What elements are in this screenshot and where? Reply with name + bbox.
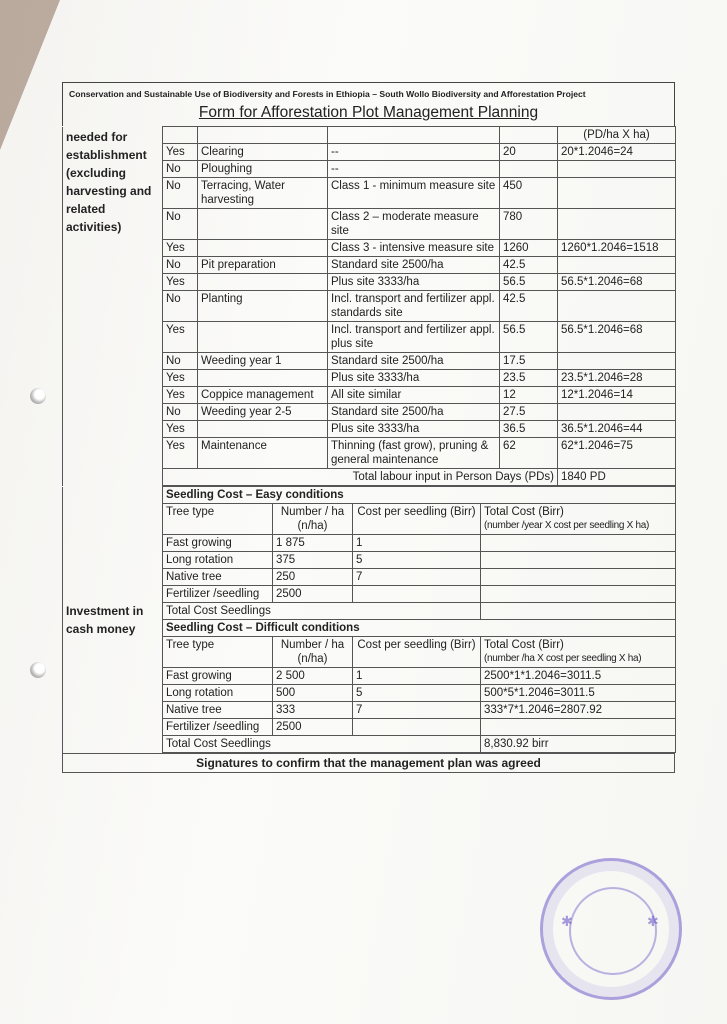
activity-name: Coppice management: [201, 389, 314, 401]
site-class: Thinning (fast grow), pruning & general maintenance: [331, 440, 489, 466]
tree-type: Fertilizer /seedling: [166, 721, 260, 733]
person-days-value: 780: [503, 211, 523, 223]
project-title: Conservation and Sustainable Use of Biodiversity and Forests in Ethiopia – South Wollo Biodiversity and Afforestation Project: [62, 82, 675, 102]
tree-type: Native tree: [166, 704, 222, 716]
col-total: Total Cost (Birr): [484, 506, 564, 518]
section-label-line: (excluding: [66, 165, 127, 180]
site-class: Class 2 – moderate measure site: [331, 211, 479, 237]
total-cost-value: 8,830.92 birr: [484, 738, 549, 750]
activity-name: Planting: [201, 293, 243, 305]
yes-no-value: Yes: [166, 372, 185, 384]
formula-value: 20*1.2046=24: [561, 146, 633, 158]
yes-no-value: Yes: [166, 242, 185, 254]
section-label-line: harvesting and: [66, 183, 152, 198]
seedling-cost-title: Seedling Cost – Easy conditions: [166, 489, 344, 501]
person-days-value: 42.5: [503, 293, 526, 305]
cost-per-seedling: 5: [356, 554, 363, 566]
yes-no-value: Yes: [166, 440, 185, 452]
site-class: Incl. transport and fertilizer appl. standards site: [331, 293, 495, 319]
site-class: Plus site 3333/ha: [331, 276, 420, 288]
tree-type: Native tree: [166, 571, 222, 583]
site-class: --: [331, 163, 339, 175]
official-stamp: [540, 858, 682, 1000]
person-days-value: 27.5: [503, 406, 526, 418]
number-per-ha: 2500: [276, 588, 302, 600]
site-class: All site similar: [331, 389, 402, 401]
activity-name: Weeding year 2-5: [201, 406, 292, 418]
site-class: Plus site 3333/ha: [331, 423, 420, 435]
col-total-note: (number /ha X cost per seedling X ha): [484, 653, 642, 664]
col-tree-type: Tree type: [166, 506, 215, 518]
person-days-value: 450: [503, 180, 523, 192]
total-cost: 500*5*1.2046=3011.5: [484, 687, 595, 699]
section-label-line: cash money: [66, 621, 136, 636]
signature-table: [62, 753, 675, 773]
tree-type: Long rotation: [166, 687, 234, 699]
cost-per-seedling: 7: [356, 571, 363, 583]
number-per-ha: 1 875: [276, 537, 305, 549]
formula-value: 62*1.2046=75: [561, 440, 633, 452]
tree-type: Long rotation: [166, 554, 234, 566]
section-label-line: related: [66, 201, 106, 216]
star-icon: ✱: [647, 913, 659, 929]
yes-no-value: Yes: [166, 146, 185, 158]
site-class: Standard site 2500/ha: [331, 355, 444, 367]
yes-no-value: No: [166, 180, 181, 192]
site-class: Standard site 2500/ha: [331, 406, 444, 418]
formula-value: 23.5*1.2046=28: [561, 372, 643, 384]
person-days-value: 23.5: [503, 372, 526, 384]
investment-section-label: [63, 487, 163, 753]
total-labour-value: 1840 PD: [561, 471, 606, 483]
section-label-line: needed for: [66, 129, 128, 144]
formula-value: 56.5*1.2046=68: [561, 324, 643, 336]
site-class: Class 3 - intensive measure site: [331, 242, 494, 254]
site-class: Plus site 3333/ha: [331, 372, 420, 384]
seedling-cost-title: Seedling Cost – Difficult conditions: [166, 622, 360, 634]
yes-no-value: No: [166, 259, 181, 271]
person-days-value: 36.5: [503, 423, 526, 435]
total-cost-label: Total Cost Seedlings: [166, 738, 271, 750]
col-tree-type: Tree type: [166, 639, 215, 651]
labour-section-label: [63, 127, 163, 486]
person-days-value: 1260: [503, 242, 529, 254]
total-cost: 333*7*1.2046=2807.92: [484, 704, 602, 716]
section-label-line: activities): [66, 219, 122, 234]
person-days-value: 17.5: [503, 355, 526, 367]
cost-per-seedling: 7: [356, 704, 363, 716]
total-cost-label: Total Cost Seedlings: [166, 605, 271, 617]
cost-per-seedling: 5: [356, 687, 363, 699]
tree-type: Fast growing: [166, 537, 232, 549]
investment-table: [62, 486, 676, 753]
yes-no-value: Yes: [166, 389, 185, 401]
folded-corner-shadow: [0, 0, 60, 150]
cost-per-seedling: 1: [356, 537, 363, 549]
number-per-ha: 2 500: [276, 670, 305, 682]
tree-type: Fast growing: [166, 670, 232, 682]
formula-value: 56.5*1.2046=68: [561, 276, 643, 288]
number-per-ha: 333: [276, 704, 296, 716]
yes-no-value: No: [166, 293, 181, 305]
col-cost: Cost per seedling (Birr): [357, 506, 476, 518]
yes-no-value: No: [166, 211, 181, 223]
col-total: Total Cost (Birr): [484, 639, 564, 651]
site-class: --: [331, 146, 339, 158]
yes-no-value: Yes: [166, 276, 185, 288]
activity-name: Maintenance: [201, 440, 267, 452]
site-class: Incl. transport and fertilizer appl. plus site: [331, 324, 495, 350]
section-label-line: establishment: [66, 147, 147, 162]
person-days-value: 20: [503, 146, 516, 158]
cost-per-seedling: 1: [356, 670, 363, 682]
table-section-title: [63, 487, 676, 504]
tree-type: Fertilizer /seedling: [166, 588, 260, 600]
col-cost: Cost per seedling (Birr): [357, 639, 476, 651]
form-title: Form for Afforestation Plot Management Planning: [62, 102, 675, 126]
person-days-value: 62: [503, 440, 516, 452]
activity-name: Weeding year 1: [201, 355, 282, 367]
person-days-value: 42.5: [503, 259, 526, 271]
planning-form: [62, 82, 675, 773]
yes-no-value: No: [166, 163, 181, 175]
yes-no-value: Yes: [166, 423, 185, 435]
labour-table: [62, 126, 676, 486]
site-class: Class 1 - minimum measure site: [331, 180, 496, 192]
person-days-value: 56.5: [503, 324, 526, 336]
total-labour-label: Total labour input in Person Days (PDs): [352, 471, 554, 483]
star-icon: ✱: [561, 913, 573, 929]
activity-name: Clearing: [201, 146, 244, 158]
punch-hole-icon: [30, 662, 46, 678]
person-days-value: 12: [503, 389, 516, 401]
formula-value: 1260*1.2046=1518: [561, 242, 659, 254]
section-label-line: Investment in: [66, 603, 144, 618]
number-per-ha: 375: [276, 554, 296, 566]
signatures-label: Signatures to confirm that the management plan was agreed: [63, 754, 675, 773]
number-per-ha: 250: [276, 571, 296, 583]
col-number: Number / ha (n/ha): [280, 506, 345, 532]
yes-no-value: No: [166, 355, 181, 367]
number-per-ha: 500: [276, 687, 296, 699]
labour-header-row: [63, 127, 676, 144]
formula-header: (PD/ha X ha): [583, 129, 650, 141]
col-number: Number / ha (n/ha): [280, 639, 345, 665]
yes-no-value: No: [166, 406, 181, 418]
activity-name: Ploughing: [201, 163, 253, 175]
col-total-note: (number /year X cost per seedling X ha): [484, 520, 650, 531]
number-per-ha: 2500: [276, 721, 302, 733]
yes-no-value: Yes: [166, 324, 185, 336]
activity-name: Terracing, Water harvesting: [201, 180, 285, 206]
punch-hole-icon: [30, 388, 46, 404]
activity-name: Pit preparation: [201, 259, 276, 271]
site-class: Standard site 2500/ha: [331, 259, 444, 271]
person-days-value: 56.5: [503, 276, 526, 288]
total-cost: 2500*1*1.2046=3011.5: [484, 670, 602, 682]
formula-value: 12*1.2046=14: [561, 389, 633, 401]
formula-value: 36.5*1.2046=44: [561, 423, 643, 435]
